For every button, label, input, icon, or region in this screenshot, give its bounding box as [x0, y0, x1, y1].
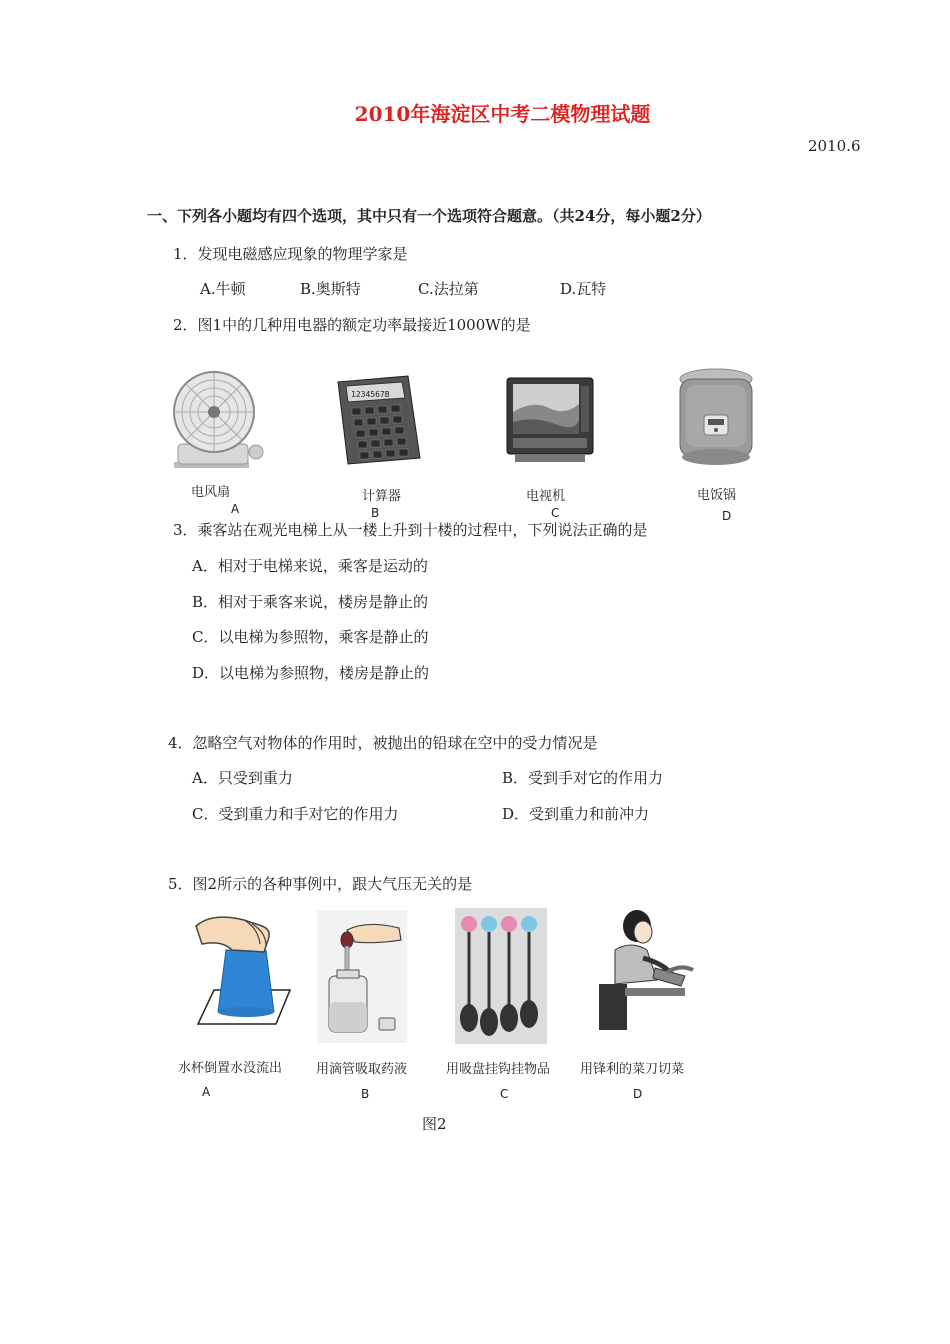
caption-fan: 电风扇 [191, 485, 231, 500]
calculator-display-text: 1234567B [351, 390, 390, 399]
caption-tv: 电视机 [526, 489, 566, 504]
dropper-image [317, 910, 407, 1043]
label-a: A [202, 1085, 211, 1099]
question-4-stem: 4．忽略空气对物体的作用时，被抛出的铅球在空中的受力情况是 [168, 734, 598, 752]
caption-cup: 水杯倒置水没流出 [178, 1061, 283, 1076]
question-3-option-c: C．以电梯为参照物，乘客是静止的 [192, 628, 429, 646]
rice-cooker-image [674, 367, 759, 469]
question-3-stem: 3．乘客站在观光电梯上从一楼上升到十楼的过程中，下列说法正确的是 [173, 521, 648, 539]
inverted-cup-image [192, 910, 297, 1028]
figure-2-label: 图2 [422, 1115, 447, 1133]
question-2-stem: 2．图1中的几种用电器的额定功率最接近1000W的是 [173, 316, 531, 334]
label-d: D [633, 1087, 643, 1101]
label-b: B [361, 1087, 370, 1101]
label-c: C [500, 1087, 509, 1101]
electric-fan-image [172, 370, 267, 470]
label-c: C [551, 506, 560, 520]
question-1-option-d: D.瓦特 [560, 280, 607, 298]
question-4-option-d: D．受到重力和前冲力 [502, 805, 650, 823]
question-3-option-b: B．相对于乘客来说，楼房是静止的 [192, 593, 429, 611]
caption-rice-cooker: 电饭锅 [697, 488, 737, 503]
question-3-option-d: D．以电梯为参照物，楼房是静止的 [192, 664, 430, 682]
question-1-option-a: A.牛顿 [200, 280, 246, 298]
caption-calculator: 计算器 [362, 489, 402, 504]
question-4-option-a: A．只受到重力 [192, 769, 293, 787]
caption-knife: 用锋利的菜刀切菜 [580, 1062, 685, 1077]
question-1-stem: 1．发现电磁感应现象的物理学家是 [173, 245, 408, 263]
question-4-option-c: C．受到重力和手对它的作用力 [192, 805, 399, 823]
page-title: 2010年海淀区中考二模物理试题 [354, 102, 651, 126]
exam-date: 2010.6 [808, 137, 861, 155]
question-5-stem: 5．图2所示的各种事例中，跟大气压无关的是 [168, 875, 473, 893]
label-b: B [371, 506, 380, 520]
caption-dropper: 用滴管吸取药液 [316, 1062, 408, 1077]
question-3-option-a: A．相对于电梯来说，乘客是运动的 [192, 557, 428, 575]
television-image [505, 374, 595, 466]
suction-hooks-image [455, 908, 547, 1044]
question-1-option-b: B.奥斯特 [300, 280, 361, 298]
section-heading: 一、下列各小题均有四个选项，其中只有一个选项符合题意。（共24分，每小题2分） [147, 207, 711, 225]
knife-cutting-image [585, 906, 695, 1030]
caption-suction: 用吸盘挂钩挂物品 [446, 1062, 551, 1077]
calculator-image [332, 374, 422, 466]
label-d: D [722, 509, 732, 523]
question-4-option-b: B．受到手对它的作用力 [502, 769, 664, 787]
label-a: A [231, 502, 240, 516]
question-1-option-c: C.法拉第 [418, 280, 479, 298]
